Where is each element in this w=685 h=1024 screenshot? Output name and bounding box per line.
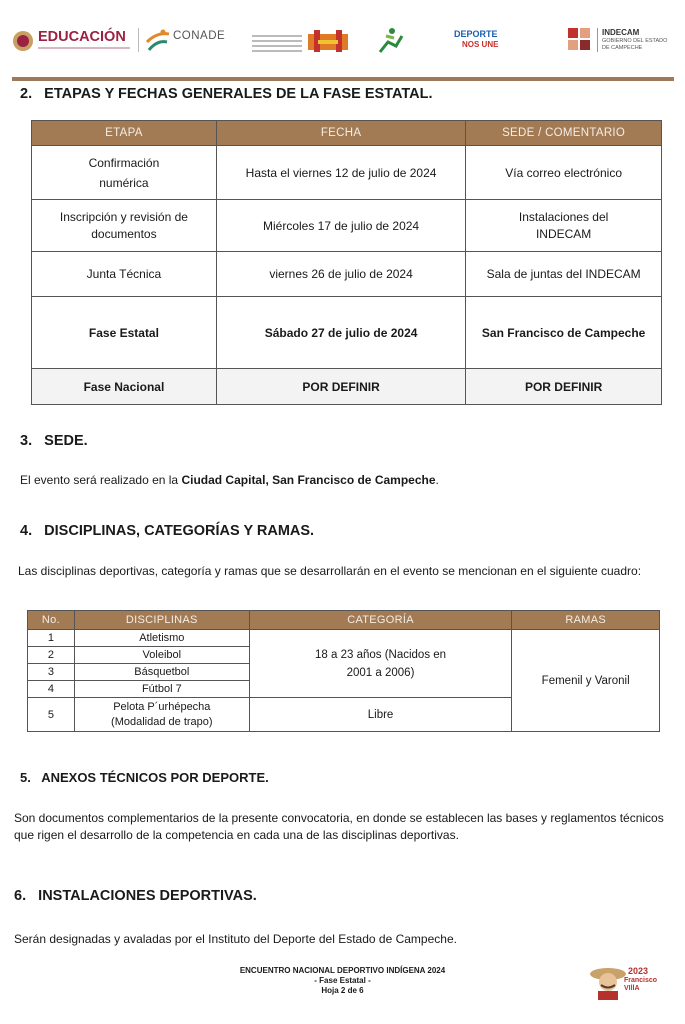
stage-cell xyxy=(32,200,217,252)
footer-line-3: Hoja 2 de 6 xyxy=(321,986,364,995)
divider xyxy=(138,28,139,52)
section-4-title: 4. DISCIPLINAS, CATEGORÍAS Y RAMAS. xyxy=(20,523,315,539)
educacion-emblem-icon xyxy=(12,30,34,52)
stage-cell: Junta Técnica xyxy=(32,252,217,297)
stage-cell xyxy=(32,146,217,200)
indecam-sub2: DE CAMPECHE xyxy=(602,45,643,51)
educacion-text: EDUCACIÓN xyxy=(38,29,126,45)
date-cell: Sábado 27 de julio de 2024 xyxy=(216,297,465,369)
venue-cell: POR DEFINIR xyxy=(466,369,662,405)
sede-text-before: El evento será realizado en la xyxy=(20,473,182,487)
stages-header-sede: SEDE / COMENTARIO xyxy=(466,121,662,146)
section-3-text xyxy=(20,472,439,489)
venue-cell: Vía correo electrónico xyxy=(466,146,662,200)
section-6-text: Serán designadas y avaladas por el Instituto del Deporte del Estado de Campeche. xyxy=(14,932,457,946)
athlete-logo-icon xyxy=(376,26,406,56)
discipline-name: Atletismo xyxy=(74,630,249,647)
footer xyxy=(200,966,485,996)
date-cell: viernes 26 de julio de 2024 xyxy=(216,252,465,297)
stages-table xyxy=(31,120,662,405)
header-logos xyxy=(0,0,685,78)
stage-text: Inscripción y revisión de documentos xyxy=(59,209,188,241)
villa-portrait-icon xyxy=(588,962,628,1002)
indecam-sub1: GOBIERNO DEL ESTADO xyxy=(602,38,668,44)
table-row xyxy=(32,200,662,252)
header-rule xyxy=(12,77,674,81)
date-cell: POR DEFINIR xyxy=(216,369,465,405)
table-row xyxy=(32,146,662,200)
discipline-name-text: Pelota P´urhépecha (Modalidad de trapo) xyxy=(111,700,213,728)
deporte-nos-une-logo xyxy=(452,29,522,53)
disciplines-table xyxy=(27,610,660,732)
indecam-emblem-icon xyxy=(566,26,594,54)
deporte-text: DEPORTE xyxy=(454,29,498,39)
comision-logo xyxy=(252,32,302,52)
sede-city: Ciudad Capital, San Francisco de Campeche xyxy=(181,473,436,487)
footer-line-1: ENCUENTRO NACIONAL DEPORTIVO INDÍGENA 2024 xyxy=(239,966,446,975)
table-row xyxy=(32,369,662,405)
category-libre: Libre xyxy=(249,698,512,732)
venue-cell: San Francisco de Campeche xyxy=(466,297,662,369)
row-number: 3 xyxy=(28,664,75,681)
venue-cell xyxy=(466,200,662,252)
venue-cell: Sala de juntas del INDECAM xyxy=(466,252,662,297)
ramas-cell: Femenil y Varonil xyxy=(512,630,660,732)
conade-text: CONADE xyxy=(173,30,226,42)
section-5-text: Son documentos complementarios de la presente convocatoria, en donde se establecen las bases y reglamentos técnicos que rigen el desarrollo de la competencia en cada una de las disciplinas deportivas. xyxy=(14,811,664,842)
stages-header-fecha: FECHA xyxy=(216,121,465,146)
row-number: 2 xyxy=(28,647,75,664)
category-youth-text: 18 a 23 años (Nacidos en 2001 a 2006) xyxy=(315,648,447,679)
stage-cell: Fase Estatal xyxy=(32,297,217,369)
section-2-title: 2. ETAPAS Y FECHAS GENERALES DE LA FASE ESTATAL. xyxy=(20,86,433,102)
footer-line-2: - Fase Estatal - xyxy=(314,976,371,985)
discipline-name: Voleibol xyxy=(74,647,249,664)
educacion-underline xyxy=(38,47,130,49)
indecam-logo xyxy=(566,26,676,56)
stage-cell: Fase Nacional xyxy=(32,369,217,405)
conade-logo xyxy=(145,28,235,54)
venue-text: Instalaciones del INDECAM xyxy=(518,209,609,241)
discipline-name: Fútbol 7 xyxy=(74,681,249,698)
discipline-name xyxy=(74,698,249,732)
section-3-title: 3. SEDE. xyxy=(20,433,88,449)
indecam-divider xyxy=(597,28,598,52)
table-row xyxy=(32,252,662,297)
row-number: 1 xyxy=(28,630,75,647)
h-logo-icon xyxy=(308,30,348,52)
section-6-title: 6. INSTALACIONES DEPORTIVAS. xyxy=(14,888,257,904)
stages-header-etapa: ETAPA xyxy=(32,121,217,146)
section-5-title: 5. ANEXOS TÉCNICOS POR DEPORTE. xyxy=(20,770,269,785)
header-disciplinas: DISCIPLINAS xyxy=(74,611,249,630)
discipline-name: Básquetbol xyxy=(74,664,249,681)
date-cell: Miércoles 17 de julio de 2024 xyxy=(216,200,465,252)
disciplines-header-row xyxy=(28,611,660,630)
row-number: 4 xyxy=(28,681,75,698)
header-ramas: RAMAS xyxy=(512,611,660,630)
badge-year: 2023 xyxy=(628,966,649,976)
conade-figure-icon xyxy=(145,28,171,52)
sede-text-after: . xyxy=(435,473,439,487)
badge-text: Francisco VIllA xyxy=(624,977,658,992)
table-row xyxy=(28,630,660,647)
date-cell: Hasta el viernes 12 de julio de 2024 xyxy=(216,146,465,200)
section-4-intro: Las disciplinas deportivas, categoría y ramas que se desarrollarán en el evento se mencionan en el siguiente cuadro: xyxy=(18,564,642,578)
row-number: 5 xyxy=(28,698,75,732)
nos-une-text: NOS UNE xyxy=(462,40,499,49)
francisco-villa-badge xyxy=(588,960,664,1004)
header-categoria: CATEGORÍA xyxy=(249,611,512,630)
header-no: No. xyxy=(28,611,75,630)
table-row xyxy=(32,297,662,369)
indecam-text: INDECAM xyxy=(602,28,640,37)
stage-text: Confirmación numérica xyxy=(88,155,160,190)
stages-header-row xyxy=(32,121,662,146)
category-youth xyxy=(249,630,512,698)
educacion-logo xyxy=(12,28,134,54)
